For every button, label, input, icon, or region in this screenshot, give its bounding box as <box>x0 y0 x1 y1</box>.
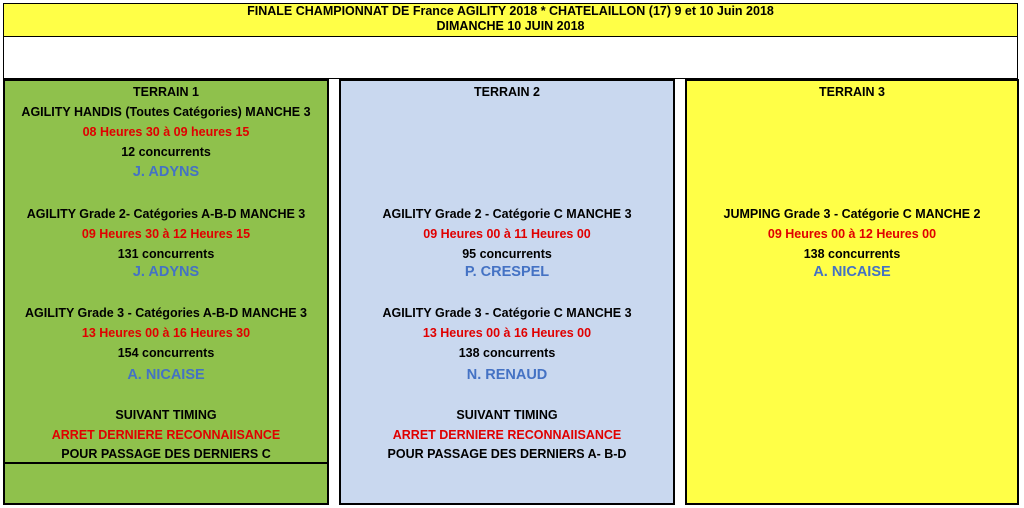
terrain-1-event-1-time: 08 Heures 30 à 09 heures 15 <box>82 125 250 139</box>
terrain-2-event-1: AGILITY Grade 2 - Catégorie C MANCHE 3 <box>382 207 632 221</box>
terrain-1-event-2: AGILITY Grade 2- Catégories A-B-D MANCHE 3 <box>26 207 306 221</box>
terrain-3-event-1-time: 09 Heures 00 à 12 Heures 00 <box>767 227 937 241</box>
terrain-1-event-3: AGILITY Grade 3 - Catégories A-B-D MANCHE 3 <box>25 306 307 320</box>
terrain-1-event-2-count: 131 concurrents <box>117 247 215 261</box>
terrain-3-event-1-count: 138 concurrents <box>803 247 901 261</box>
terrain-3-column <box>685 79 1019 505</box>
terrain-1-event-3-time: 13 Heures 00 à 16 Heures 30 <box>81 326 251 340</box>
terrain-1-note-pass: POUR PASSAGE DES DERNIERS C <box>61 447 271 461</box>
terrain-3-event-1: JUMPING Grade 3 - Catégorie C MANCHE 2 <box>723 207 981 221</box>
terrain-1-event-3-count: 154 concurrents <box>117 346 215 360</box>
terrain-1-event-1-count: 12 concurrents <box>121 145 211 159</box>
terrain-1-column <box>3 79 329 505</box>
header-spacer <box>3 37 1018 79</box>
terrain-1-title: TERRAIN 1 <box>133 85 199 99</box>
terrain-1-divider <box>5 462 327 464</box>
terrain-1-event-3-judge: A. NICAISE <box>127 367 205 383</box>
terrain-3-event-1-judge: A. NICAISE <box>813 264 891 280</box>
terrain-2-note-stop: ARRET DERNIERE RECONNAIISANCE <box>392 428 622 442</box>
terrain-1-event-1-judge: J. ADYNS <box>132 164 200 180</box>
terrain-2-event-2-count: 138 concurrents <box>458 346 556 360</box>
terrain-1-event-2-judge: J. ADYNS <box>132 264 200 280</box>
terrain-2-event-1-count: 95 concurrents <box>462 247 552 261</box>
terrain-1-event-2-time: 09 Heures 30 à 12 Heures 15 <box>81 227 251 241</box>
terrain-1-note-stop: ARRET DERNIERE RECONNAIISANCE <box>51 428 281 442</box>
terrain-1-event-1: AGILITY HANDIS (Toutes Catégories) MANCHE 3 <box>21 105 311 119</box>
terrain-2-note-timing: SUIVANT TIMING <box>456 408 558 422</box>
page-header <box>3 3 1018 37</box>
terrain-1-note-timing: SUIVANT TIMING <box>115 408 217 422</box>
terrain-2-event-2-time: 13 Heures 00 à 16 Heures 00 <box>422 326 592 340</box>
event-title: FINALE CHAMPIONNAT DE France AGILITY 2018 * CHATELAILLON (17) 9 et 10 Juin 2018 <box>247 4 774 18</box>
terrain-2-event-2: AGILITY Grade 3 - Catégorie C MANCHE 3 <box>382 306 632 320</box>
terrain-2-event-2-judge: N. RENAUD <box>466 367 548 383</box>
terrain-2-event-1-judge: P. CRESPEL <box>464 264 550 280</box>
event-date: DIMANCHE 10 JUIN 2018 <box>436 19 585 33</box>
terrain-2-event-1-time: 09 Heures 00 à 11 Heures 00 <box>423 227 591 241</box>
terrain-2-column <box>339 79 675 505</box>
terrain-3-title: TERRAIN 3 <box>819 85 885 99</box>
terrain-2-title: TERRAIN 2 <box>474 85 540 99</box>
terrain-2-note-pass: POUR PASSAGE DES DERNIERS A- B-D <box>387 447 627 461</box>
